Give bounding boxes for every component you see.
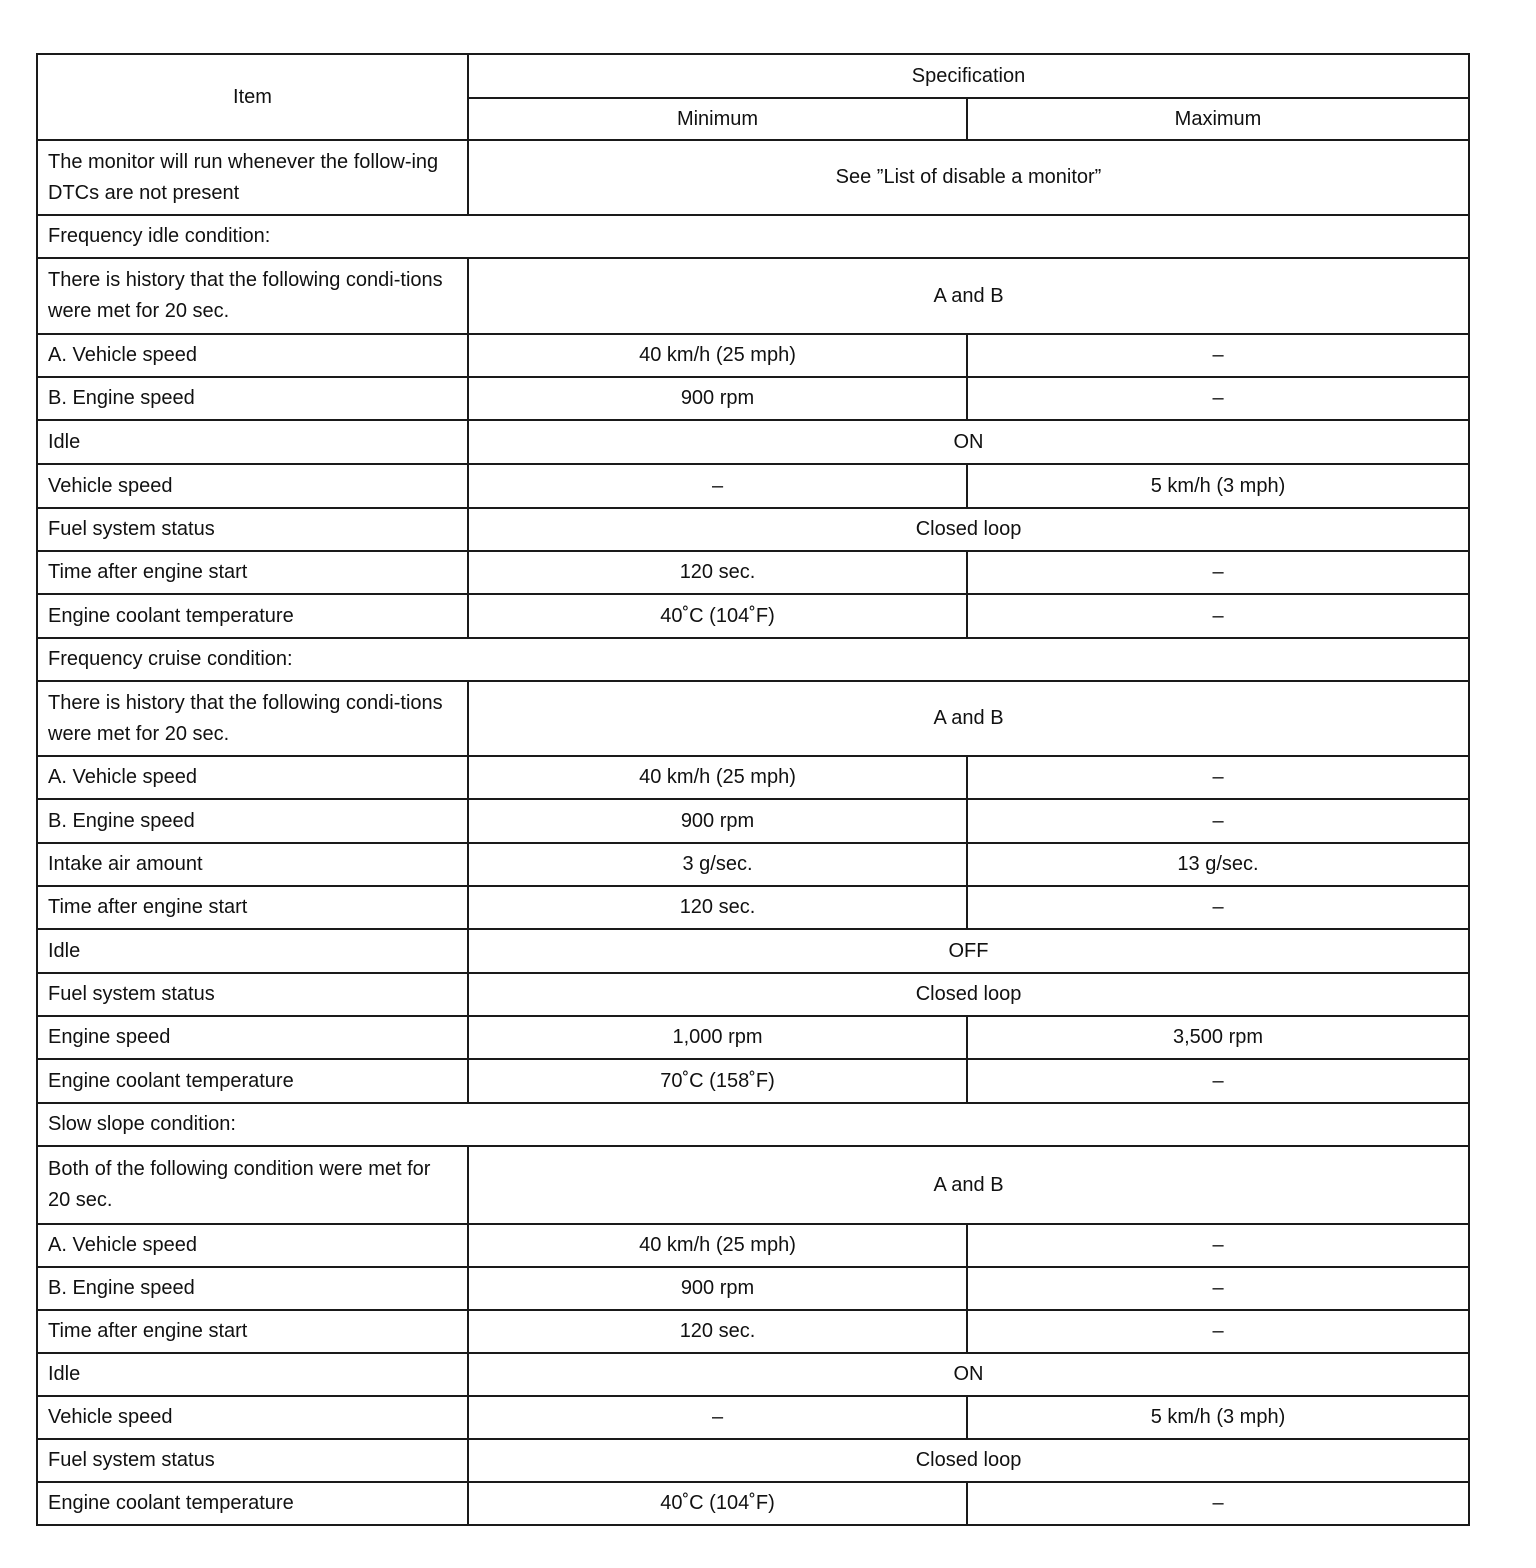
maximum-value-cell: 13 g/sec. — [967, 843, 1469, 886]
section-row — [37, 215, 1469, 258]
maximum-column-header: Maximum — [967, 98, 1469, 140]
table-row — [37, 843, 1469, 886]
item-cell: Idle — [37, 929, 468, 973]
item-cell: Idle — [37, 1353, 468, 1396]
item-cell: There is history that the following condi-tions were met for 20 sec. — [37, 258, 468, 334]
item-column-header: Item — [37, 54, 468, 140]
maximum-value-cell: 5 km/h (3 mph) — [967, 464, 1469, 508]
table-row — [37, 551, 1469, 594]
item-cell: Time after engine start — [37, 1310, 468, 1353]
maximum-value-cell: – — [967, 334, 1469, 377]
item-cell: B. Engine speed — [37, 1267, 468, 1310]
specification-value-cell: Closed loop — [468, 1439, 1469, 1482]
item-cell: Time after engine start — [37, 551, 468, 594]
maximum-value-cell: 5 km/h (3 mph) — [967, 1396, 1469, 1439]
minimum-value-cell: 1,000 rpm — [468, 1016, 967, 1059]
specification-value-cell: Closed loop — [468, 508, 1469, 551]
table-row — [37, 464, 1469, 508]
item-cell: Time after engine start — [37, 886, 468, 929]
table-row — [37, 258, 1469, 334]
item-cell: Idle — [37, 420, 468, 464]
maximum-value-cell: – — [967, 1267, 1469, 1310]
table-row — [37, 334, 1469, 377]
table-row — [37, 973, 1469, 1016]
table-row — [37, 1146, 1469, 1224]
maximum-value-cell: – — [967, 1482, 1469, 1525]
section-row — [37, 638, 1469, 681]
specification-value-cell: A and B — [468, 258, 1469, 334]
specification-value-cell: Closed loop — [468, 973, 1469, 1016]
minimum-value-cell: 3 g/sec. — [468, 843, 967, 886]
section-label: Slow slope condition: — [37, 1103, 1469, 1146]
minimum-value-cell: 70˚C (158˚F) — [468, 1059, 967, 1103]
item-cell: Engine coolant temperature — [37, 594, 468, 638]
maximum-value-cell: – — [967, 1224, 1469, 1267]
minimum-column-header: Minimum — [468, 98, 967, 140]
minimum-value-cell: 40 km/h (25 mph) — [468, 334, 967, 377]
minimum-value-cell: 40˚C (104˚F) — [468, 1482, 967, 1525]
item-cell: The monitor will run whenever the follow-ing DTCs are not present — [37, 140, 468, 215]
table-row — [37, 1439, 1469, 1482]
minimum-value-cell: 120 sec. — [468, 886, 967, 929]
item-cell: Engine coolant temperature — [37, 1059, 468, 1103]
maximum-value-cell: – — [967, 799, 1469, 843]
table-row — [37, 140, 1469, 215]
maximum-value-cell: – — [967, 1059, 1469, 1103]
section-label: Frequency cruise condition: — [37, 638, 1469, 681]
minimum-value-cell: 900 rpm — [468, 1267, 967, 1310]
specification-header: Specification — [468, 54, 1469, 98]
minimum-value-cell: 120 sec. — [468, 1310, 967, 1353]
table-row — [37, 929, 1469, 973]
specification-table — [36, 53, 1470, 1526]
specification-value-cell: ON — [468, 1353, 1469, 1396]
item-cell: Engine speed — [37, 1016, 468, 1059]
item-cell: A. Vehicle speed — [37, 1224, 468, 1267]
table-row — [37, 756, 1469, 799]
table-row — [37, 1396, 1469, 1439]
minimum-value-cell: 40˚C (104˚F) — [468, 594, 967, 638]
item-cell: Both of the following condition were met for 20 sec. — [37, 1146, 468, 1224]
maximum-value-cell: – — [967, 377, 1469, 420]
item-cell: There is history that the following condi-tions were met for 20 sec. — [37, 681, 468, 756]
table-row — [37, 420, 1469, 464]
item-cell: A. Vehicle speed — [37, 334, 468, 377]
minimum-value-cell: 40 km/h (25 mph) — [468, 756, 967, 799]
table-row — [37, 886, 1469, 929]
item-cell: B. Engine speed — [37, 799, 468, 843]
maximum-value-cell: 3,500 rpm — [967, 1016, 1469, 1059]
table-row — [37, 1482, 1469, 1525]
item-cell: Fuel system status — [37, 508, 468, 551]
minimum-value-cell: 900 rpm — [468, 377, 967, 420]
table-row — [37, 1267, 1469, 1310]
maximum-value-cell: – — [967, 551, 1469, 594]
maximum-value-cell: – — [967, 1310, 1469, 1353]
minimum-value-cell: 900 rpm — [468, 799, 967, 843]
item-cell: Fuel system status — [37, 1439, 468, 1482]
section-row — [37, 1103, 1469, 1146]
item-cell: Fuel system status — [37, 973, 468, 1016]
table-body — [37, 140, 1469, 1525]
table-row — [37, 681, 1469, 756]
table-row — [37, 1310, 1469, 1353]
table-row — [37, 1016, 1469, 1059]
table-row — [37, 1059, 1469, 1103]
minimum-value-cell: – — [468, 1396, 967, 1439]
table-row — [37, 377, 1469, 420]
item-cell: Vehicle speed — [37, 1396, 468, 1439]
minimum-value-cell: 120 sec. — [468, 551, 967, 594]
section-label: Frequency idle condition: — [37, 215, 1469, 258]
table-row — [37, 1353, 1469, 1396]
specification-value-cell: A and B — [468, 1146, 1469, 1224]
maximum-value-cell: – — [967, 886, 1469, 929]
table-row — [37, 1224, 1469, 1267]
item-cell: B. Engine speed — [37, 377, 468, 420]
maximum-value-cell: – — [967, 594, 1469, 638]
table-row — [37, 594, 1469, 638]
item-cell: A. Vehicle speed — [37, 756, 468, 799]
item-cell: Engine coolant temperature — [37, 1482, 468, 1525]
specification-value-cell: See ”List of disable a monitor” — [468, 140, 1469, 215]
minimum-value-cell: 40 km/h (25 mph) — [468, 1224, 967, 1267]
specification-value-cell: OFF — [468, 929, 1469, 973]
item-cell: Vehicle speed — [37, 464, 468, 508]
specification-value-cell: A and B — [468, 681, 1469, 756]
item-cell: Intake air amount — [37, 843, 468, 886]
table-row — [37, 508, 1469, 551]
specification-value-cell: ON — [468, 420, 1469, 464]
minimum-value-cell: – — [468, 464, 967, 508]
header-row — [37, 54, 1469, 98]
maximum-value-cell: – — [967, 756, 1469, 799]
table-row — [37, 799, 1469, 843]
